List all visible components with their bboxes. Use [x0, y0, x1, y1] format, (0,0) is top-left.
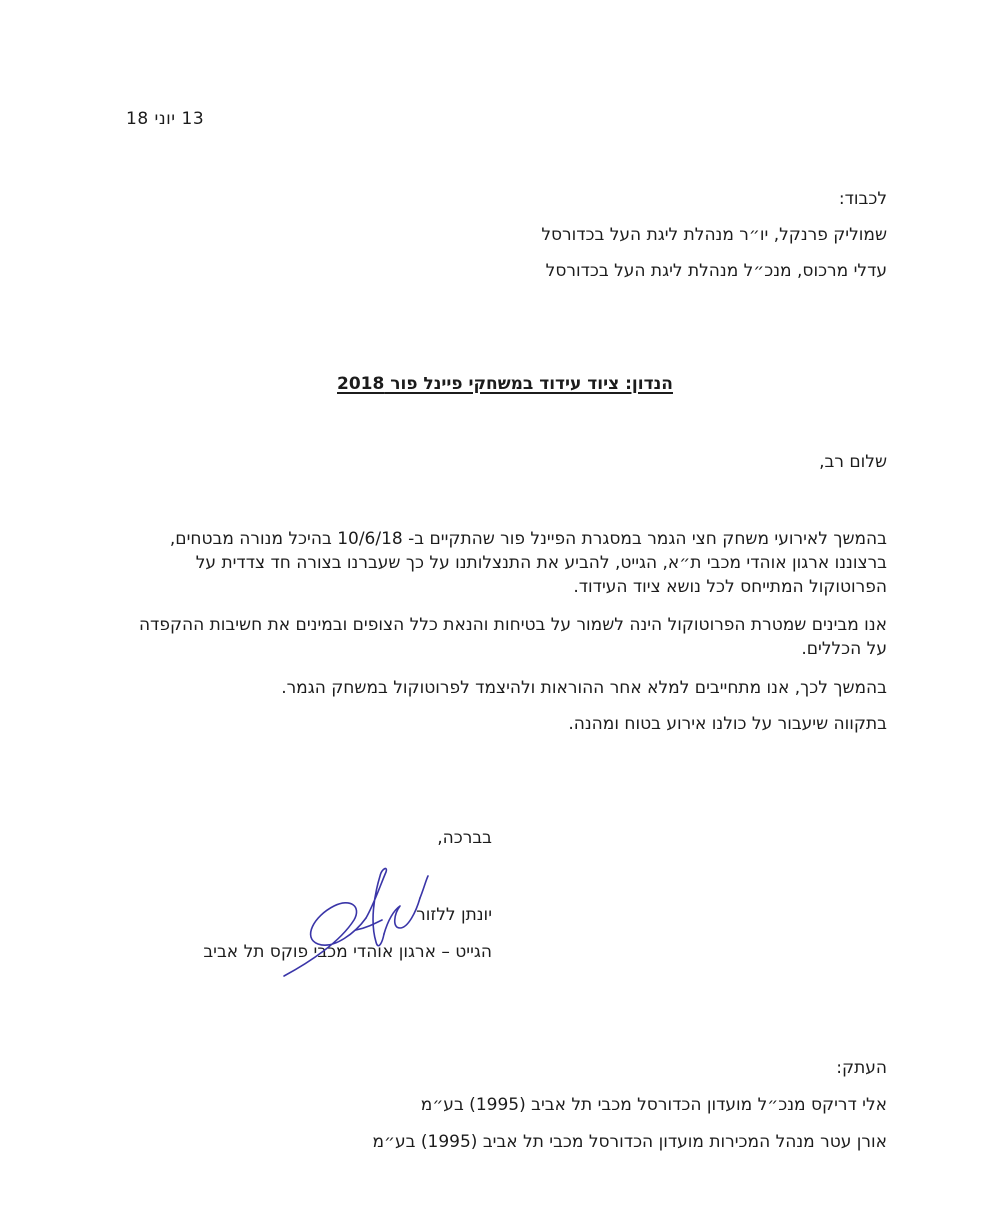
- addressee-label: לכבוד:: [838, 189, 887, 209]
- letter-greeting: שלום רב,: [819, 452, 887, 472]
- recipient-line: שמוליק פרנקל, יו״ר מנהלת ליגת העל בכדורסל: [541, 225, 887, 245]
- cc-line: אלי דריקס מנכ״ל מועדון הכדורסל מכבי תל אביב (1995) בע״מ: [420, 1095, 887, 1115]
- handwritten-signature: [270, 858, 440, 988]
- letter-closing: בברכה,: [437, 828, 492, 848]
- cc-line: אורן עטר מנהל המכירות מועדון הכדורסל מכבי תל אביב (1995) בע״מ: [372, 1132, 887, 1152]
- body-paragraph: בהמשך לאירועי משחק חצי הגמר במסגרת הפיינל פור שהתקיים ב- 10/6/18 בהיכל מנורה מבטחים, ברצוננו ארגון אוהדי מכבי ת״א, הגייט, להביע את התנצלותנו על כך שעברנו בצורה חד צדדית על הפרוטוקול המתייחס לכל נושא ציוד העידוד.: [169, 529, 887, 597]
- signer-name: יונתן ללזור: [416, 905, 492, 925]
- recipient-line: עדלי מרכוס, מנכ״ל מנהלת ליגת העל בכדורסל: [545, 261, 887, 281]
- cc-label: העתק:: [836, 1058, 887, 1078]
- letter-subject: [200, 374, 810, 394]
- subject-text: הנדון: ציוד עידוד במשחקי פיינל פור 2018: [337, 374, 673, 394]
- body-paragraph: בהמשך לכך, אנו מתחייבים למלא אחר ההוראות ולהיצמד לפרוטוקול במשחק הגמר.: [281, 678, 887, 698]
- signer-organization: הגייט – ארגון אוהדי מכבי פוקס תל אביב: [203, 942, 492, 962]
- body-paragraph: בתקווה שיעבור על כולנו אירוע בטוח ומהנה.: [568, 714, 887, 734]
- letter-date: 13 יוני 18: [126, 109, 205, 129]
- body-paragraph: אנו מבינים שמטרת הפרוטוקול הינה לשמור על בטיחות והנאת כלל הצופים ובמינים את חשיבות ההקפדה על הכללים.: [138, 615, 887, 659]
